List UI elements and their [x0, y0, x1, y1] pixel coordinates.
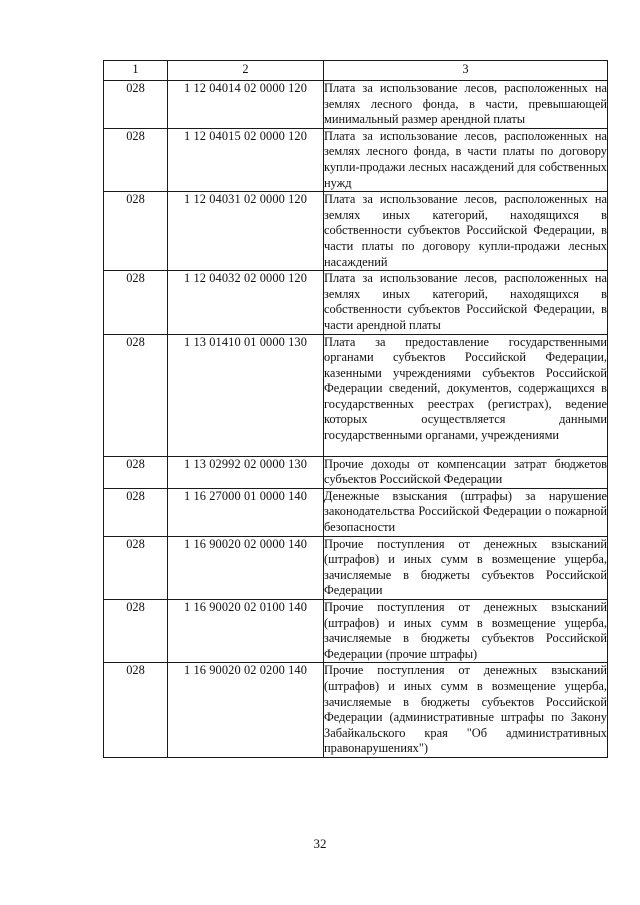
budget-code-cell: 1 12 04014 02 0000 120	[168, 81, 324, 129]
revenue-description-cell	[324, 192, 608, 271]
budget-code-cell: 1 13 02992 02 0000 130	[168, 456, 324, 488]
revenue-description: Плата за использование лесов, расположенных на землях иных категорий, находящихся в собственности субъектов Российской Федерации, в части арендной платы	[324, 271, 607, 332]
admin-code-cell: 028	[104, 192, 168, 271]
revenue-description: Плата за использование лесов, расположенных на землях иных категорий, находящихся в собственности субъектов Российской Федерации, в части платы по договору купли-продажи лесных насаждений	[324, 192, 607, 269]
revenue-description-cell	[324, 334, 608, 456]
revenue-description: Денежные взыскания (штрафы) за нарушение законодательства Российской Федерации о пожарной безопасности	[324, 488, 607, 535]
budget-code-cell: 1 16 27000 01 0000 140	[168, 488, 324, 536]
revenue-description: Прочие доходы от компенсации затрат бюджетов субъектов Российской Федерации	[324, 456, 607, 487]
table-row	[104, 271, 608, 334]
budget-code-cell: 1 16 90020 02 0200 140	[168, 663, 324, 758]
table-row	[104, 600, 608, 663]
revenue-description-cell	[324, 536, 608, 599]
revenue-codes-table	[103, 60, 608, 758]
header-col-1: 1	[104, 61, 168, 81]
table-row	[104, 334, 608, 456]
revenue-description-cell	[324, 128, 608, 191]
header-row	[104, 61, 608, 81]
revenue-description: Плата за использование лесов, расположенных на землях лесного фонда, в части, превышающей минимальный размер арендной платы	[324, 81, 607, 127]
budget-code-cell: 1 13 01410 01 0000 130	[168, 334, 324, 456]
admin-code-cell: 028	[104, 128, 168, 191]
revenue-description: Прочие поступления от денежных взысканий (штрафов) и иных сумм в возмещение ущерба, зачисляемые в бюджеты субъектов Российской Федерации	[324, 536, 607, 598]
table-row	[104, 456, 608, 488]
revenue-description-cell	[324, 600, 608, 663]
header-col-2: 2	[168, 61, 324, 81]
budget-code-cell: 1 16 90020 02 0100 140	[168, 600, 324, 663]
page-number: 32	[313, 836, 327, 851]
header-col-3: 3	[324, 61, 608, 81]
budget-code-cell: 1 12 04031 02 0000 120	[168, 192, 324, 271]
budget-code-cell: 1 12 04032 02 0000 120	[168, 271, 324, 334]
revenue-description-cell	[324, 456, 608, 488]
table-body	[104, 81, 608, 758]
revenue-description-cell	[324, 271, 608, 334]
admin-code-cell: 028	[104, 456, 168, 488]
revenue-description: Прочие поступления от денежных взысканий (штрафов) и иных сумм в возмещение ущерба, зачисляемые в бюджеты субъектов Российской Федерации (административные штрафы по Закону Забайкальского края "Об административных правонарушениях")	[324, 663, 607, 756]
revenue-description: Плата за использование лесов, расположенных на землях лесного фонда, в части платы по договору купли-продажи лесных насаждений для собственных нужд	[324, 128, 607, 190]
table-row	[104, 536, 608, 599]
admin-code-cell: 028	[104, 600, 168, 663]
table-row	[104, 128, 608, 191]
admin-code-cell: 028	[104, 271, 168, 334]
revenue-description-cell	[324, 81, 608, 129]
admin-code-cell: 028	[104, 81, 168, 129]
budget-code-cell: 1 12 04015 02 0000 120	[168, 128, 324, 191]
admin-code-cell: 028	[104, 334, 168, 456]
revenue-description: Плата за предоставление государственными органами субъектов Российской Федерации, казенными учреждениями субъектов Российской Федерации сведений, документов, содержащихся в государственных реестрах (регистрах), ведение которых осуществляется данными государственными органами, учреждениями	[324, 334, 607, 443]
table-row	[104, 488, 608, 536]
admin-code-cell: 028	[104, 488, 168, 536]
table-header	[104, 61, 608, 81]
budget-code-cell: 1 16 90020 02 0000 140	[168, 536, 324, 599]
revenue-description-cell	[324, 663, 608, 758]
table-row	[104, 81, 608, 129]
revenue-description: Прочие поступления от денежных взысканий (штрафов) и иных сумм в возмещение ущерба, зачисляемые в бюджеты субъектов Российской Федерации (прочие штрафы)	[324, 600, 607, 661]
revenue-description-cell	[324, 488, 608, 536]
admin-code-cell: 028	[104, 536, 168, 599]
table-row	[104, 663, 608, 758]
admin-code-cell: 028	[104, 663, 168, 758]
table-row	[104, 192, 608, 271]
